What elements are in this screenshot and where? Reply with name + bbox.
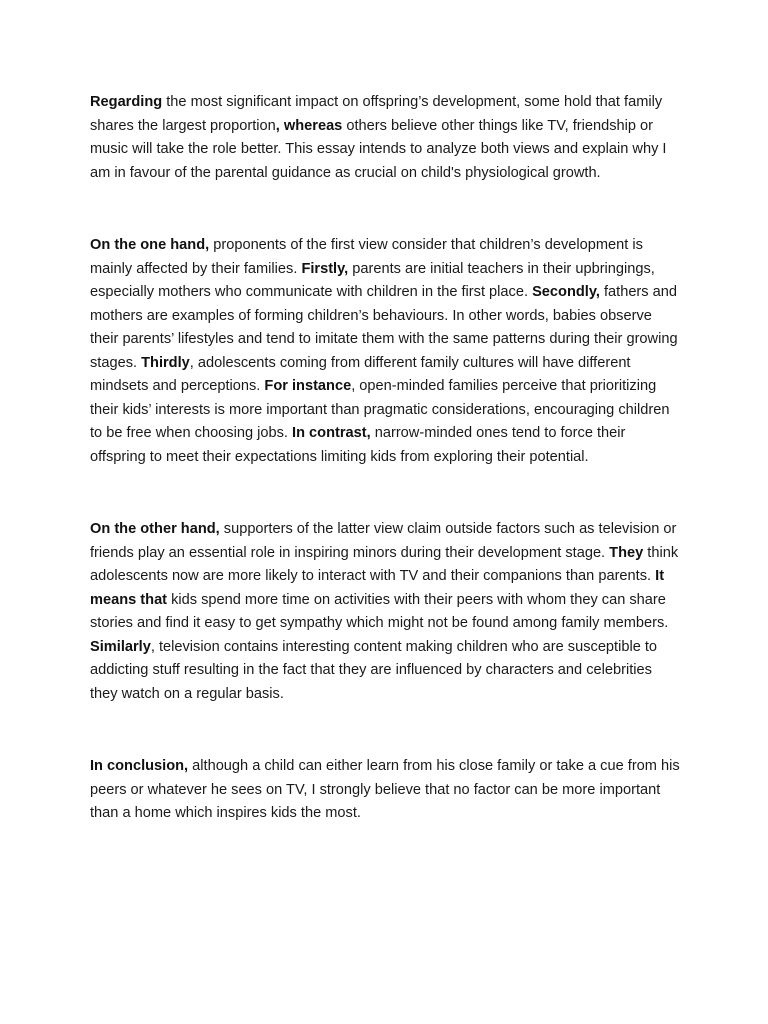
paragraph-conclusion (90, 755, 682, 826)
text-span: Secondly, (532, 284, 600, 300)
text-span: For instance (264, 378, 352, 394)
text-span: fathers and mothers are examples of forming children’s behaviours. In other words, babies observe their parents’ lifestyles and tend to imitate them with the same patterns during their growing stages. (90, 284, 678, 371)
text-span: Regarding (90, 94, 163, 110)
text-span: , adolescents coming from different family cultures will have different mindsets and perceptions. (90, 354, 631, 394)
text-span: parents are initial teachers in their upbringings, especially mothers who communicate with children in the first place. (90, 260, 655, 300)
text-span: On the other hand, (90, 521, 220, 537)
paragraph-body-two (90, 518, 682, 706)
text-span: the most significant impact on offspring’s development, some hold that family shares the largest proportion (90, 94, 663, 134)
text-span: proponents of the first view consider that children’s development is mainly affected by their families. (90, 237, 643, 277)
paragraph-body-one (90, 234, 682, 469)
text-span: narrow-minded ones tend to force their offspring to meet their expectations limiting kids from exploring their potential. (90, 425, 626, 465)
text-span: kids spend more time on activities with their peers with whom they can share stories and find it easy to get sympathy which might not be found among family members. (90, 591, 669, 631)
text-span: On the one hand, (90, 237, 210, 253)
text-span: Similarly (90, 638, 151, 655)
paragraph-introduction (90, 91, 682, 185)
text-span: In contrast, (292, 425, 371, 441)
text-span: think adolescents now are more likely to interact with TV and their companions than parents. (90, 544, 679, 584)
text-span: It means that (90, 568, 665, 608)
text-span: They (609, 544, 644, 561)
text-span: , whereas (275, 117, 343, 134)
text-span: Thirdly (141, 354, 190, 371)
text-span: , open-minded families perceive that prioritizing their kids’ interests is more important than pragmatic considerations, encouraging children to be free when choosing jobs. (90, 378, 670, 441)
text-span: although a child can either learn from his close family or take a cue from his peers or whatever he sees on TV, I strongly believe that no factor can be more important than a home which inspires kids the most. (90, 758, 680, 821)
text-span: In conclusion, (90, 758, 189, 774)
text-span: supporters of the latter view claim outside factors such as television or friends play an essential role in inspiring minors during their development stage. (90, 521, 677, 561)
text-span: , television contains interesting content making children who are susceptible to addicting stuff resulting in the fact that they are influenced by characters and celebrities they watch on a regular basis. (90, 638, 658, 702)
text-span: Firstly, (301, 260, 349, 277)
text-span: others believe other things like TV, friendship or music will take the role better. This essay intends to analyze both views and explain why I am in favour of the parental guidance as crucial on child's physiological growth. (90, 117, 667, 181)
